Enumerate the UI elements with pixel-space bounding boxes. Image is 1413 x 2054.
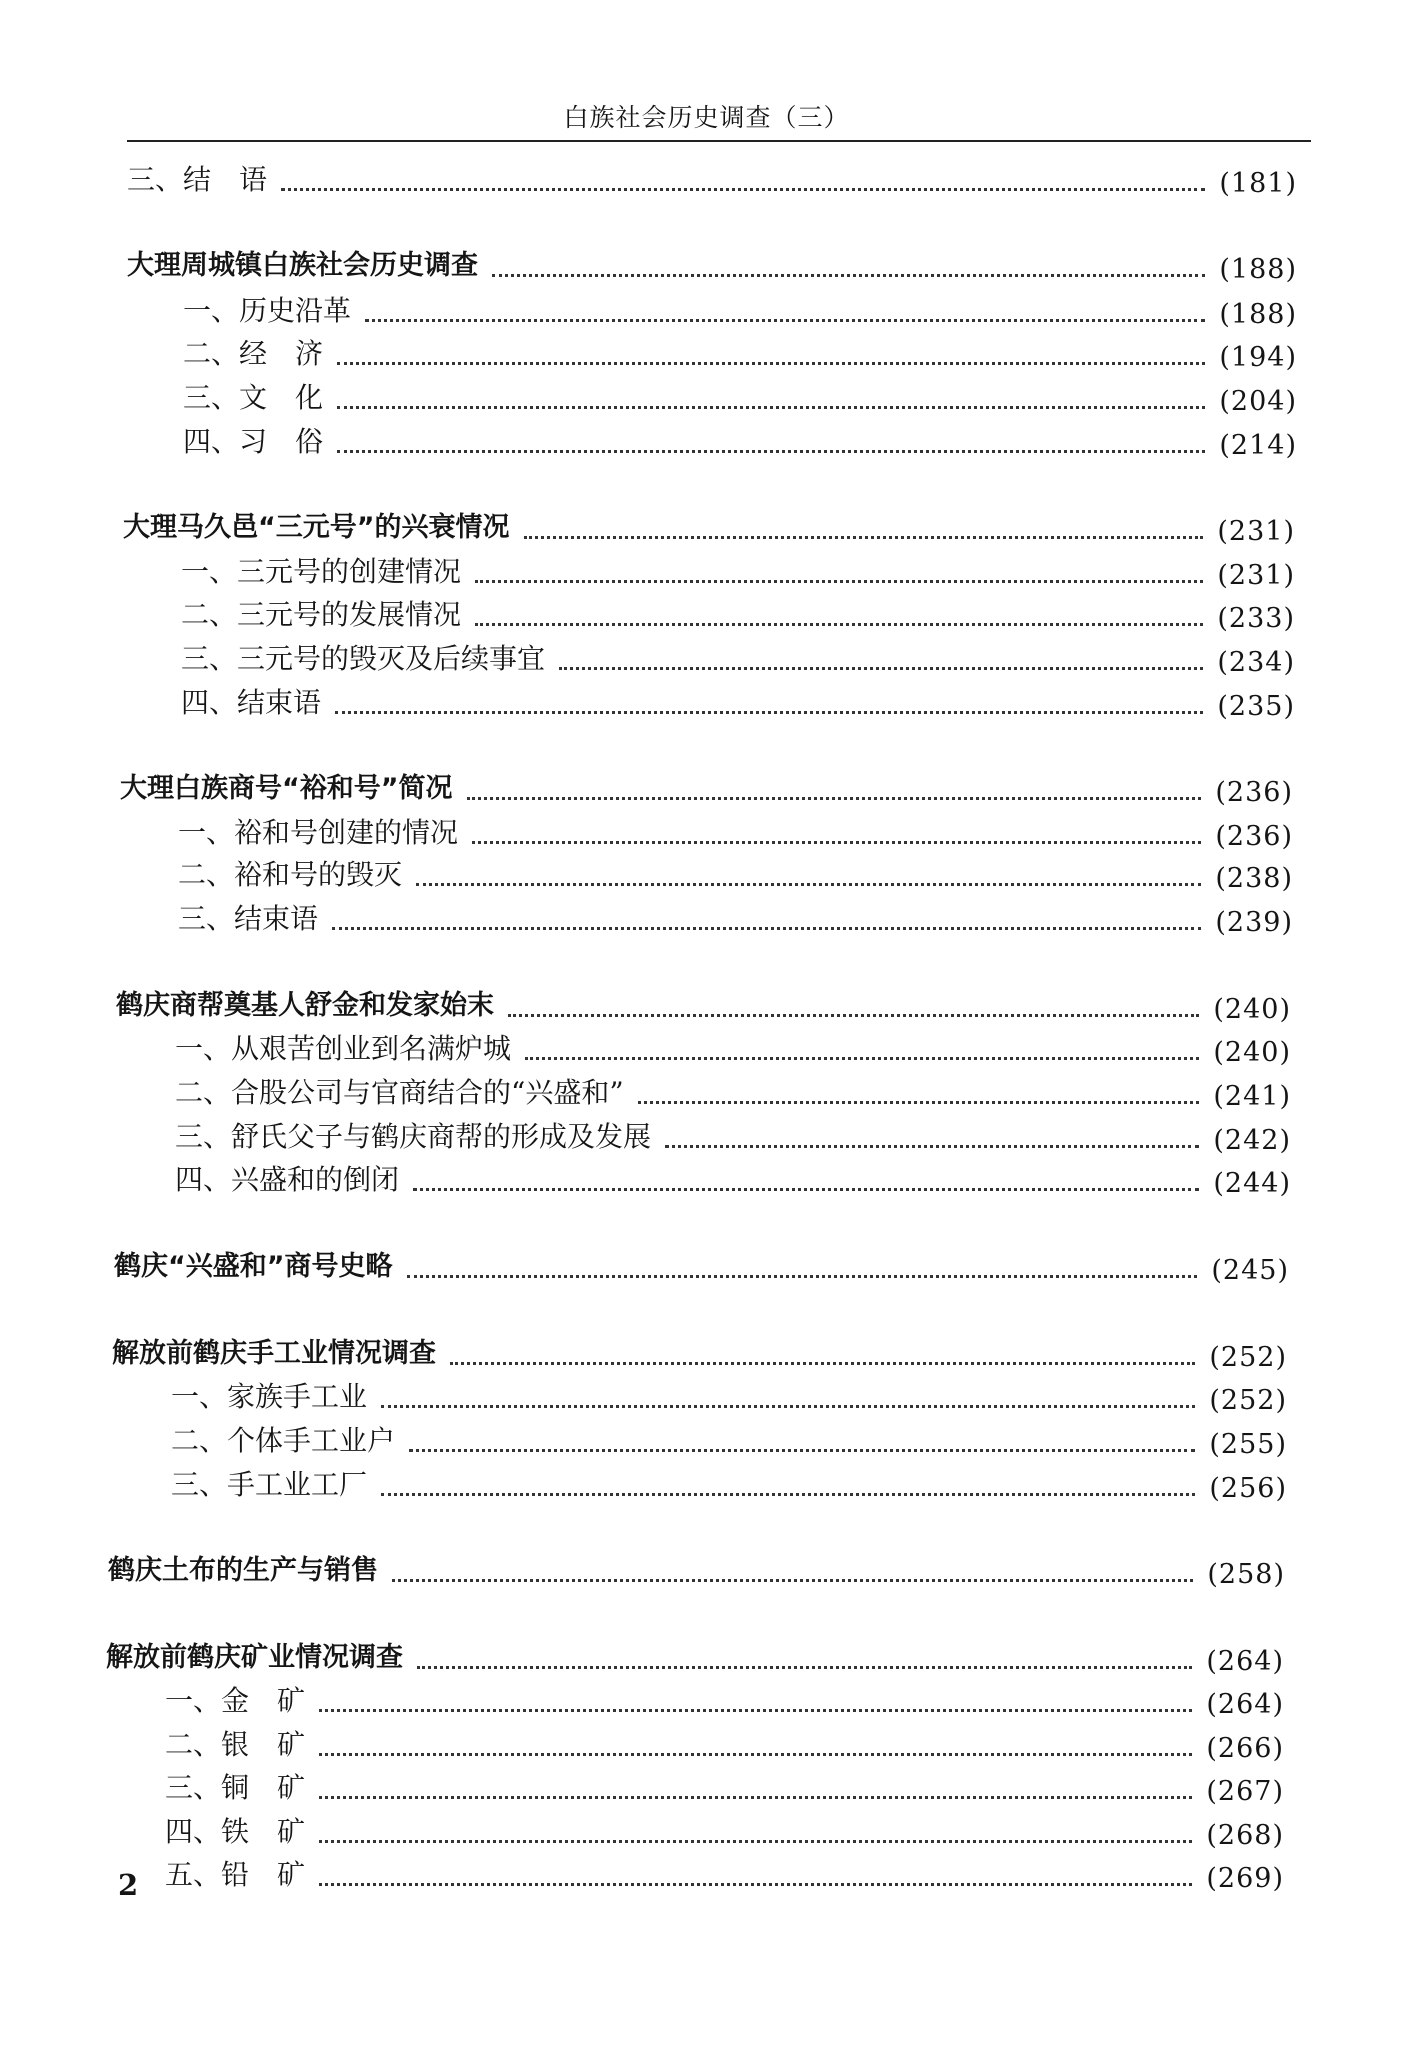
dot-leader xyxy=(409,1448,1195,1452)
toc-page-number: (194) xyxy=(1219,342,1297,373)
dot-leader xyxy=(332,926,1201,930)
toc-page-number: (239) xyxy=(1215,907,1293,938)
toc-entry-title: 三、手工业工厂 xyxy=(171,1468,368,1501)
toc-section-title: 鹤庆“兴盛和”商号史略 xyxy=(114,1251,393,1282)
toc-entry[interactable] xyxy=(175,1160,1291,1200)
toc-entry-title: 四、结束语 xyxy=(181,686,322,719)
dot-leader xyxy=(319,1882,1192,1886)
running-head: 白族社会历史调查（三） xyxy=(563,103,850,132)
toc-page-number: (252) xyxy=(1209,1385,1287,1416)
dot-leader xyxy=(559,666,1203,670)
dot-leader xyxy=(450,1361,1195,1365)
toc-page-number: (234) xyxy=(1217,647,1295,678)
toc-section[interactable] xyxy=(108,1551,1285,1591)
toc-entry[interactable] xyxy=(165,1812,1284,1852)
dot-leader xyxy=(472,840,1201,844)
toc-entry-title: 二、经 济 xyxy=(183,337,324,370)
dot-leader xyxy=(319,1752,1192,1756)
toc-section[interactable] xyxy=(114,1247,1289,1287)
toc-page-number: (240) xyxy=(1213,1037,1291,1068)
toc-entry-title: 三、结 语 xyxy=(127,163,268,196)
toc-entry[interactable] xyxy=(178,813,1293,853)
toc-page-number: (258) xyxy=(1207,1559,1285,1590)
dot-leader xyxy=(365,318,1205,322)
toc-entry-title: 三、三元号的毁灭及后续事宜 xyxy=(181,642,546,675)
toc-page-number: (188) xyxy=(1219,254,1297,285)
toc-page-number: (244) xyxy=(1213,1168,1291,1199)
toc-entry[interactable] xyxy=(165,1768,1284,1808)
toc-entry[interactable] xyxy=(183,291,1297,331)
toc-section-title: 鹤庆商帮奠基人舒金和发家始末 xyxy=(116,990,494,1021)
toc-entry-title: 一、金 矿 xyxy=(165,1684,306,1717)
toc-page-number: (256) xyxy=(1209,1473,1287,1504)
dot-leader xyxy=(416,882,1201,886)
toc-page-number: (242) xyxy=(1213,1125,1291,1156)
toc-entry-title: 三、文 化 xyxy=(183,381,324,414)
dot-leader xyxy=(319,1795,1192,1799)
toc-entry-title: 一、裕和号创建的情况 xyxy=(178,816,459,849)
dot-leader xyxy=(524,535,1204,539)
toc-entry[interactable] xyxy=(178,855,1293,895)
toc-section[interactable] xyxy=(120,769,1293,809)
toc-entry[interactable] xyxy=(183,422,1297,462)
toc-section-title: 解放前鹤庆矿业情况调查 xyxy=(106,1642,403,1673)
toc-section-title: 大理周城镇白族社会历史调查 xyxy=(127,250,478,281)
toc-page-number: (267) xyxy=(1206,1776,1284,1807)
toc-page-number: (264) xyxy=(1206,1689,1284,1720)
toc-entry[interactable] xyxy=(171,1377,1287,1417)
dot-leader xyxy=(337,449,1205,453)
toc-entry[interactable] xyxy=(165,1855,1284,1895)
dot-leader xyxy=(665,1144,1199,1148)
toc-entry[interactable] xyxy=(175,1117,1291,1157)
dot-leader xyxy=(337,405,1205,409)
toc-page-number: (231) xyxy=(1217,560,1295,591)
toc-entry-title: 三、舒氏父子与鹤庆商帮的形成及发展 xyxy=(175,1120,652,1153)
toc-page-number: (204) xyxy=(1219,386,1297,417)
toc-page-number: (268) xyxy=(1206,1820,1284,1851)
toc-section-title: 鹤庆土布的生产与销售 xyxy=(108,1555,378,1586)
toc-page-number: (255) xyxy=(1209,1429,1287,1460)
toc-section[interactable] xyxy=(123,508,1295,548)
toc-entry-title: 二、合股公司与官商结合的“兴盛和” xyxy=(175,1076,624,1109)
page-number: 2 xyxy=(118,1868,139,1902)
dot-leader xyxy=(475,579,1203,583)
toc-page-number: (241) xyxy=(1213,1081,1291,1112)
toc-entry-title: 一、从艰苦创业到名满炉城 xyxy=(175,1032,512,1065)
toc-entry[interactable] xyxy=(181,639,1295,679)
toc-page-number: (238) xyxy=(1215,863,1293,894)
toc-entry[interactable] xyxy=(183,378,1297,418)
toc-entry-title: 二、三元号的发展情况 xyxy=(181,598,462,631)
toc-page-number: (245) xyxy=(1211,1255,1289,1286)
toc-entry[interactable] xyxy=(165,1725,1284,1765)
toc-section-title: 大理白族商号“裕和号”简况 xyxy=(120,773,453,804)
toc-entry[interactable] xyxy=(181,552,1295,592)
toc-entry[interactable] xyxy=(175,1073,1291,1113)
toc-entry[interactable] xyxy=(178,899,1293,939)
dot-leader xyxy=(407,1274,1198,1278)
toc-entry-title: 五、铅 矿 xyxy=(165,1858,306,1891)
toc-entry[interactable] xyxy=(183,334,1297,374)
toc-page-number: (181) xyxy=(1219,168,1297,199)
toc-page-number: (236) xyxy=(1215,777,1293,808)
toc-entry-title: 四、铁 矿 xyxy=(165,1815,306,1848)
dot-leader xyxy=(475,622,1203,626)
dot-leader xyxy=(281,187,1205,191)
dot-leader xyxy=(525,1056,1199,1060)
toc-page-number: (214) xyxy=(1219,430,1297,461)
toc-entry[interactable] xyxy=(175,1029,1291,1069)
dot-leader xyxy=(508,1013,1199,1017)
toc-entry[interactable] xyxy=(171,1465,1287,1505)
toc-entry[interactable] xyxy=(181,595,1295,635)
toc-page-number: (269) xyxy=(1206,1863,1284,1894)
toc-entry[interactable] xyxy=(181,683,1295,723)
toc-entry-title: 四、兴盛和的倒闭 xyxy=(175,1163,400,1196)
toc-entry-title: 二、银 矿 xyxy=(165,1728,306,1761)
toc-entry[interactable] xyxy=(127,160,1297,200)
toc-entry-title: 三、结束语 xyxy=(178,902,319,935)
dot-leader xyxy=(492,273,1205,277)
toc-page-number: (266) xyxy=(1206,1733,1284,1764)
dot-leader xyxy=(467,796,1202,800)
toc-page-number: (231) xyxy=(1217,516,1295,547)
toc-page-number: (240) xyxy=(1213,994,1291,1025)
toc-entry-title: 三、铜 矿 xyxy=(165,1771,306,1804)
toc-page-number: (235) xyxy=(1217,691,1295,722)
dot-leader xyxy=(638,1100,1200,1104)
dot-leader xyxy=(335,710,1203,714)
toc-section[interactable] xyxy=(112,1334,1287,1374)
toc-page-number: (188) xyxy=(1219,299,1297,330)
toc-section[interactable] xyxy=(116,986,1291,1026)
toc-section[interactable] xyxy=(127,246,1297,286)
dot-leader xyxy=(381,1492,1195,1496)
toc-entry-title: 四、习 俗 xyxy=(183,425,324,458)
dot-leader xyxy=(417,1665,1192,1669)
toc-section-title: 解放前鹤庆手工业情况调查 xyxy=(112,1338,436,1369)
toc-entry-title: 一、历史沿革 xyxy=(183,294,352,327)
dot-leader xyxy=(413,1187,1199,1191)
dot-leader xyxy=(337,361,1205,365)
dot-leader xyxy=(392,1578,1193,1582)
dot-leader xyxy=(319,1708,1192,1712)
toc-section[interactable] xyxy=(106,1638,1284,1678)
toc-page-number: (236) xyxy=(1215,821,1293,852)
toc-entry[interactable] xyxy=(165,1681,1284,1721)
dot-leader xyxy=(319,1839,1192,1843)
toc-section-title: 大理马久邑“三元号”的兴衰情况 xyxy=(123,512,510,543)
toc-entry[interactable] xyxy=(171,1421,1287,1461)
toc-entry-title: 一、家族手工业 xyxy=(171,1380,368,1413)
dot-leader xyxy=(381,1404,1195,1408)
toc-page-number: (252) xyxy=(1209,1342,1287,1373)
toc-page-number: (264) xyxy=(1206,1646,1284,1677)
toc-entry-title: 一、三元号的创建情况 xyxy=(181,555,462,588)
toc-entry-title: 二、个体手工业户 xyxy=(171,1424,396,1457)
toc-entry-title: 二、裕和号的毁灭 xyxy=(178,858,403,891)
toc-page-number: (233) xyxy=(1217,603,1295,634)
